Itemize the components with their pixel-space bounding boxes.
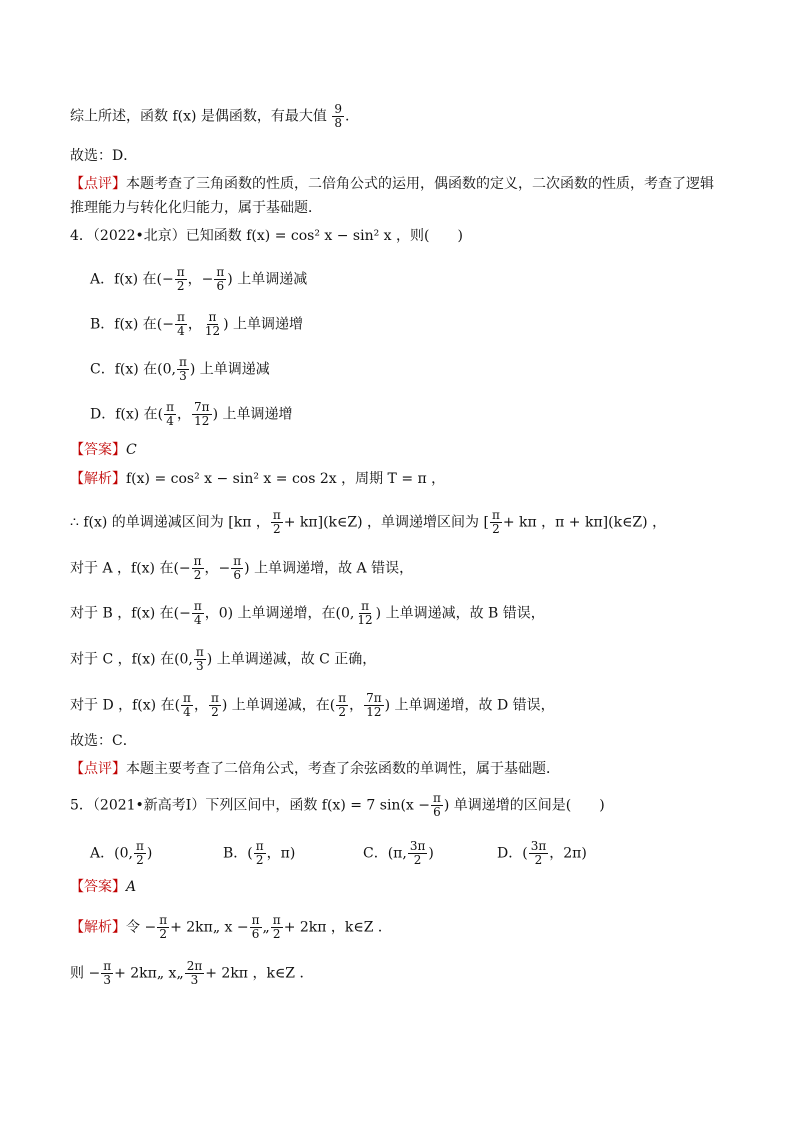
option-b: [223, 840, 295, 867]
fraction: [164, 401, 176, 428]
text: ，: [177, 406, 192, 423]
text: D．f(x) 在(: [90, 406, 164, 423]
text: ) 上单调递减，故 B 错误，: [375, 605, 545, 622]
denominator: 6: [251, 927, 260, 941]
numerator: π: [338, 691, 347, 705]
denominator: 2: [159, 927, 167, 941]
denominator: 2: [211, 705, 219, 719]
text: ，2π): [549, 845, 587, 862]
comment-line-cont: [70, 198, 322, 218]
text: ) 单调递增的区间是( ): [443, 797, 605, 814]
numerator: 3π: [409, 839, 426, 853]
option-d: [90, 401, 292, 428]
fraction: [408, 840, 428, 867]
text: ) 上单调递增: [223, 316, 304, 333]
text: ) 上单调递增，故 A 错误，: [244, 560, 414, 577]
denominator: 4: [193, 613, 202, 627]
numerator: π: [103, 959, 112, 973]
numerator: π: [272, 913, 281, 927]
denominator: 2: [272, 927, 281, 941]
text: 则 −: [70, 965, 101, 982]
text: ) 上单调递减，故 C 正确，: [206, 651, 377, 668]
text: C．(π,: [363, 845, 407, 862]
fraction: [364, 692, 384, 719]
numerator: π: [135, 839, 144, 853]
denominator: 2: [492, 522, 500, 536]
comment-text-cont: 推理能力与转化化归能力，属于基础题．: [70, 200, 322, 216]
text: ): [146, 845, 153, 862]
denominator: 2: [413, 853, 422, 867]
denominator: 4: [183, 705, 191, 719]
denominator: 12: [194, 414, 210, 428]
text: D．(: [497, 845, 528, 862]
fraction: [254, 840, 266, 867]
analysis-line-5: [70, 646, 376, 673]
fraction: [177, 356, 189, 383]
text: ，: [349, 697, 364, 714]
denominator: 12: [366, 705, 382, 719]
text: ，: [193, 697, 208, 714]
fraction: [181, 692, 193, 719]
numerator: π: [208, 310, 217, 324]
text: ，−: [204, 560, 231, 577]
summary-line: [70, 103, 349, 130]
analysis-line-7: [70, 731, 137, 751]
text: ，π): [266, 845, 296, 862]
fraction: [250, 914, 262, 941]
numerator: 9: [334, 102, 342, 116]
comment-tag: 【点评】: [70, 176, 126, 192]
numerator: 7π: [194, 400, 210, 414]
text: 5．（2021•新高考Ⅰ）下列区间中，函数 f(x) = 7 sin(x −: [70, 797, 430, 814]
text: B．f(x) 在(−: [90, 316, 174, 333]
numerator: π: [183, 691, 191, 705]
denominator: 2: [534, 853, 543, 867]
fraction: [332, 103, 344, 130]
text: B．(: [223, 845, 253, 862]
period: .: [345, 108, 350, 125]
text: ) 上单调递增，故 D 错误，: [384, 697, 555, 714]
numerator: π: [233, 554, 242, 568]
denominator: 3: [190, 973, 199, 987]
text: + 2kπ ，k∈Z ．: [205, 965, 314, 982]
text: ，: [187, 316, 202, 333]
answer-value: C: [126, 442, 137, 458]
text: 对于 A ，f(x) 在(−: [70, 560, 191, 577]
denominator: 2: [272, 522, 281, 536]
numerator: π: [251, 913, 260, 927]
solution-line-2: [70, 960, 313, 987]
numerator: π: [193, 599, 202, 613]
numerator: π: [193, 554, 202, 568]
question-5: [70, 792, 605, 819]
denominator: 12: [357, 613, 373, 627]
answer-value: A: [126, 879, 137, 895]
analysis-line-3: [70, 555, 413, 582]
fraction: [192, 600, 204, 627]
fraction: [157, 914, 169, 941]
fraction: [529, 840, 549, 867]
analysis-tag: 【解析】: [70, 471, 126, 487]
text: ，−: [187, 271, 214, 288]
fraction: [101, 960, 113, 987]
text: A．f(x) 在(−: [90, 271, 174, 288]
denominator: 2: [136, 853, 144, 867]
denominator: 6: [216, 279, 225, 293]
text: ) 上单调递增: [212, 406, 293, 423]
fraction: [231, 555, 243, 582]
fraction: [490, 509, 502, 536]
numerator: π: [432, 791, 441, 805]
text: + 2kπ ，k∈Z ．: [283, 919, 392, 936]
answer-5: [70, 877, 136, 897]
denominator: 6: [433, 805, 441, 819]
text: ，0) 上单调递增，在(0,: [204, 605, 355, 622]
text: ) 上单调递减，在(: [221, 697, 336, 714]
option-c: [90, 356, 270, 383]
numerator: π: [159, 913, 168, 927]
denominator: 4: [177, 324, 185, 338]
fraction: [192, 401, 212, 428]
summary-text: 综上所述，函数 f(x) 是偶函数，有最大值: [70, 108, 327, 125]
text: + 2kπ„ x„: [114, 965, 184, 982]
numerator: 7π: [366, 691, 382, 705]
text: + 2kπ„ x −: [170, 919, 249, 936]
text: + kπ ，π + kπ](k∈Z) ，: [502, 514, 667, 531]
fraction: [209, 692, 221, 719]
text: ): [428, 845, 434, 862]
numerator: π: [176, 265, 185, 279]
text: ∴ f(x) 的单调递减区间为 [kπ ，: [70, 514, 270, 531]
analysis-line-1: [70, 469, 445, 489]
numerator: π: [272, 508, 281, 522]
fraction: [203, 311, 222, 338]
denominator: 12: [204, 324, 221, 338]
text: ) 上单调递减: [189, 361, 270, 378]
denominator: 3: [179, 369, 187, 383]
fraction: [175, 311, 187, 338]
fraction: [194, 646, 206, 673]
analysis-line-2: [70, 509, 666, 536]
comment-text: 本题主要考查了二倍角公式，考查了余弦函数的单调性，属于基础题．: [126, 761, 560, 777]
option-a: [90, 840, 152, 867]
option-b: [90, 311, 303, 338]
denominator: 3: [196, 659, 204, 673]
numerator: 3π: [530, 839, 547, 853]
denominator: 2: [338, 705, 346, 719]
fraction: [271, 509, 283, 536]
question-4: [70, 226, 463, 246]
denominator: 2: [193, 568, 202, 582]
option-c: [363, 840, 434, 867]
question-4-text: 4．（2022•北京）已知函数 f(x) = cos² x − sin² x ，则( ): [70, 228, 463, 244]
analysis-line-4: [70, 600, 545, 627]
fraction: [192, 555, 204, 582]
fraction: [175, 266, 187, 293]
denominator: 3: [103, 973, 111, 987]
text: „: [262, 919, 270, 936]
fraction: [134, 840, 146, 867]
answer-choice-line: [70, 146, 137, 166]
numerator: π: [216, 265, 225, 279]
text: 对于 D ，f(x) 在(: [70, 697, 181, 714]
numerator: π: [176, 310, 185, 324]
text: A．(0,: [90, 845, 133, 862]
answer-tag: 【答案】: [70, 442, 126, 458]
denominator: 8: [334, 116, 342, 130]
text: 对于 C ，f(x) 在(0,: [70, 651, 193, 668]
text: 故选：C．: [70, 733, 137, 749]
numerator: π: [210, 691, 219, 705]
comment-4: [70, 759, 560, 779]
solution-line-1: [70, 914, 392, 941]
text: C．f(x) 在(0,: [90, 361, 176, 378]
answer-4: [70, 440, 137, 460]
denominator: 2: [176, 279, 185, 293]
comment-line: [70, 174, 714, 194]
numerator: π: [255, 839, 264, 853]
fraction: [185, 960, 205, 987]
numerator: 2π: [186, 959, 203, 973]
option-a: [90, 266, 307, 293]
analysis-tag: 【解析】: [70, 919, 126, 936]
denominator: 2: [255, 853, 264, 867]
denominator: 4: [166, 414, 174, 428]
answer-tag: 【答案】: [70, 879, 126, 895]
denominator: 6: [233, 568, 242, 582]
numerator: π: [491, 508, 500, 522]
comment-tag: 【点评】: [70, 761, 126, 777]
text: + kπ](k∈Z) ，单调递增区间为 [: [283, 514, 489, 531]
option-d: [497, 840, 587, 867]
fraction: [271, 914, 283, 941]
text: 令 −: [126, 919, 157, 936]
analysis-line-6: [70, 692, 555, 719]
fraction: [355, 600, 374, 627]
answer-choice-text: 故选：D．: [70, 148, 138, 164]
numerator: π: [195, 645, 204, 659]
comment-text: 本题考查了三角函数的性质，二倍角公式的运用，偶函数的定义，二次函数的性质，考查了逻辑: [126, 176, 714, 192]
analysis-text: f(x) = cos² x − sin² x = cos 2x ，周期 T = π ，: [126, 471, 446, 487]
numerator: π: [166, 400, 175, 414]
fraction: [431, 792, 443, 819]
numerator: π: [178, 355, 187, 369]
numerator: π: [361, 599, 369, 613]
fraction: [336, 692, 348, 719]
text: ) 上单调递减: [227, 271, 308, 288]
text: 对于 B ，f(x) 在(−: [70, 605, 191, 622]
fraction: [214, 266, 226, 293]
